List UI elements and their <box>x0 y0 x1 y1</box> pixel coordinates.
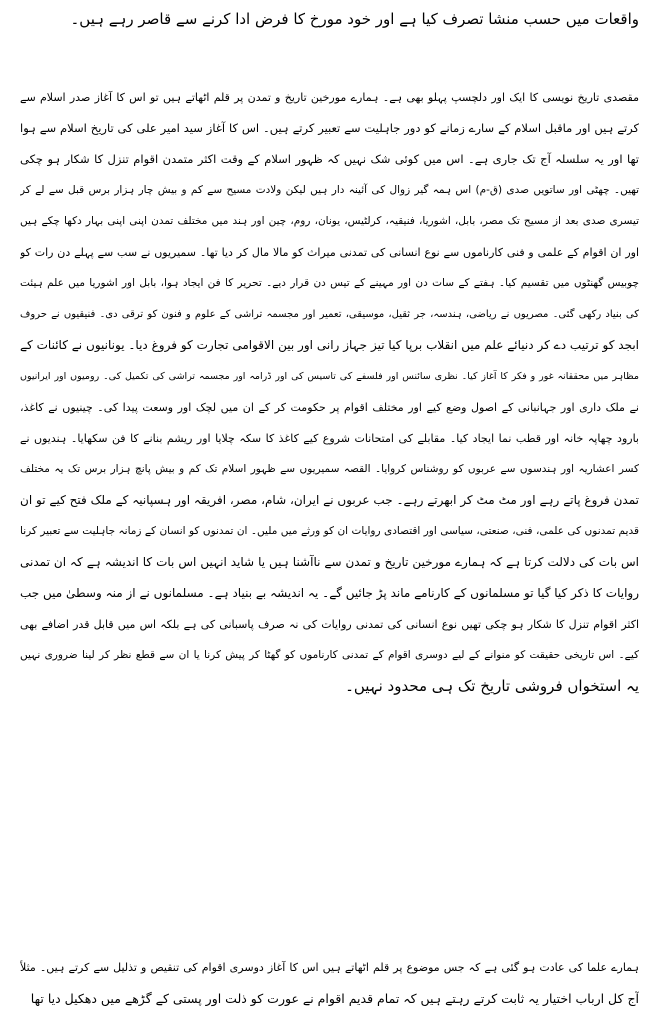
paragraph-scholars-habit <box>20 952 639 1014</box>
text-line: واقعات میں حسب منشا تصرف کیا ہے اور خود مورخ کا فرض ادا کرنے سے قاصر رہے ہیں۔ <box>70 10 639 28</box>
text-line: یہ استخواں فروشی تاریخ تک ہی محدود نہیں۔ <box>345 677 639 695</box>
text-line: ہمارے علما کی عادت ہو گئی ہے کہ جس موضوع پر قلم اٹھاتے ہیں اس کا آغاز دوسری اقوام کی تنقیص و تذلیل سے کرتے ہیں۔ مثلاً <box>20 961 639 974</box>
text-line: آج کل ارباب اختیار یہ ثابت کرتے رہتے ہیں کہ تمام قدیم اقوام نے عورت کو ذلت اور پستی کے گڑھے میں دھکیل دیا تھا <box>30 991 639 1006</box>
text-line: بارود چھاپہ خانہ اور قطب نما ایجاد کیا۔ مقابلے کی امتحانات شروع کیے کاغذ کا سکہ چلایا اور ریشم بنانے کا فن سکھایا۔ ہندیوں نے <box>20 432 639 445</box>
text-line: اس بات کی دلالت کرتا ہے کہ ہمارے مورخین تاریخ و تمدن سے ناآشنا ہیں یا شاید انہیں اس بات کا اندیشہ ہے کہ ان تمدنی <box>20 555 639 569</box>
text-line: قدیم تمدنوں کی علمی، فنی، صنعتی، سیاسی اور اقتصادی روایات ان کو ورثے میں ملیں۔ ان تمدنوں کو انسان کے زمانہ جاہلیت سے تعبیر کرنا <box>20 525 639 537</box>
text-line: مقصدی تاریخ نویسی کا ایک اور دلچسپ پہلو بھی ہے۔ ہمارے مورخین تاریخ و تمدن پر قلم اٹھاتے ہیں تو اس کا آغاز صدر اسلام سے <box>20 91 639 104</box>
text-line: نے ملک داری اور جہانبانی کے اصول وضع کیے اور مختلف اقوام پر حکومت کر کے ان میں لچک اور وسعت پیدا کی۔ چینیوں نے کاغذ، <box>20 401 639 414</box>
text-line: مظاہر میں محققانہ غور و فکر کا آغاز کیا۔ نظری سائنس اور فلسفے کی تاسیس کی اور ڈرامہ اور مجسمہ تراشی کی تکمیل کی۔ رومیوں اور ایرانیوں <box>20 371 639 382</box>
text-line: روایات کا ذکر کیا گیا تو مسلمانوں کے کارنامے ماند پڑ جائیں گے۔ یہ اندیشہ بے بنیاد ہے۔ مسلمانوں نے از منہ وسطیٰ میں جب <box>20 586 639 600</box>
text-line: کیے۔ اس تاریخی حقیقت کو منوانے کے لیے دوسری اقوام کے تمدنی کارناموں کو گھٹا کر پیش کرنا یا ان سے قطع نظر کر لینا ضروری نہیں <box>20 649 639 661</box>
paragraph-purposeful-history <box>20 82 639 702</box>
text-line: اور ان اقوام کے علمی و فنی کارناموں سے نوع انسانی کی تمدنی میراث کو مالا مال کر دیا تھا۔ سمیریوں نے سب سے پہلے دن رات کو <box>20 246 639 259</box>
paragraph-intro <box>20 4 639 35</box>
text-line: تھا اور یہ سلسلہ آج تک جاری ہے۔ اس میں کوئی شک نہیں کہ ظہور اسلام کے وقت اکثر متمدن اقوام تنزل کا شکار ہو چکی <box>20 152 639 166</box>
text-line: تھیں۔ چھٹی اور ساتویں صدی (ق-م) اس ہمہ گیر زوال کی آئینہ دار ہیں لیکن ولادت مسیح سے کم و بیش چار ہزار برس قبل سے لے کر <box>20 184 639 196</box>
text-line: تیسری صدی بعد از مسیح تک مصر، بابل، اشوریا، فنیقیہ، کرلٹیس، یونان، روم، چین اور ہند میں مختلف تمدن اپنی اپنی بہار دکھا چکے ہیں <box>20 215 639 227</box>
text-line: کی بنیاد رکھی گئی۔ مصریوں نے ریاضی، ہندسہ، جر ثقیل، موسیقی، تعمیر اور مجسمہ تراشی کے علوم و فنون کو ترقی دی۔ فنیقیوں نے حروف <box>20 309 639 320</box>
text-line: اکثر اقوام تنزل کا شکار ہو چکی تھیں نوع انسانی کی تمدنی روایات کی نہ صرف پاسبانی کی ہے بلکہ اس میں قابل قدر اضافے بھی <box>20 618 639 631</box>
text-line: ابجد کو ترتیب دے کر دنیائے علم میں انقلاب برپا کیا تیز جہاز رانی اور بین الاقوامی تجارت کو فروغ دیا۔ یونانیوں نے کائنات کے <box>20 338 639 352</box>
text-line: تمدن فروغ پاتے رہے اور مٹ مٹ کر ابھرتے رہے۔ جب عربوں نے ایران، شام، مصر، افریقہ اور ہسپانیہ کے ملک فتح کیے تو ان <box>20 493 639 507</box>
text-line: کسر اعشاریہ اور ہندسوں سے عربوں کو روشناس کروایا۔ القصہ سمیریوں سے ظہور اسلام تک کم و بیش پانچ ہزار برس تک یہ مختلف <box>20 463 639 475</box>
text-line: کرتے ہیں اور ماقبل اسلام کے سارے زمانے کو دور جاہلیت سے تعبیر کرتے ہیں۔ اس کا آغاز سید امیر علی کی تاریخ اسلام سے ہوا <box>20 121 639 135</box>
text-line: چوبیس گھنٹوں میں تقسیم کیا۔ ہفتے کے سات دن اور مہینے کے تیس دن قرار دیے۔ تحریر کا فن ایجاد ہوا، بابل اور اشوریا میں علم ہیئت <box>20 277 639 289</box>
